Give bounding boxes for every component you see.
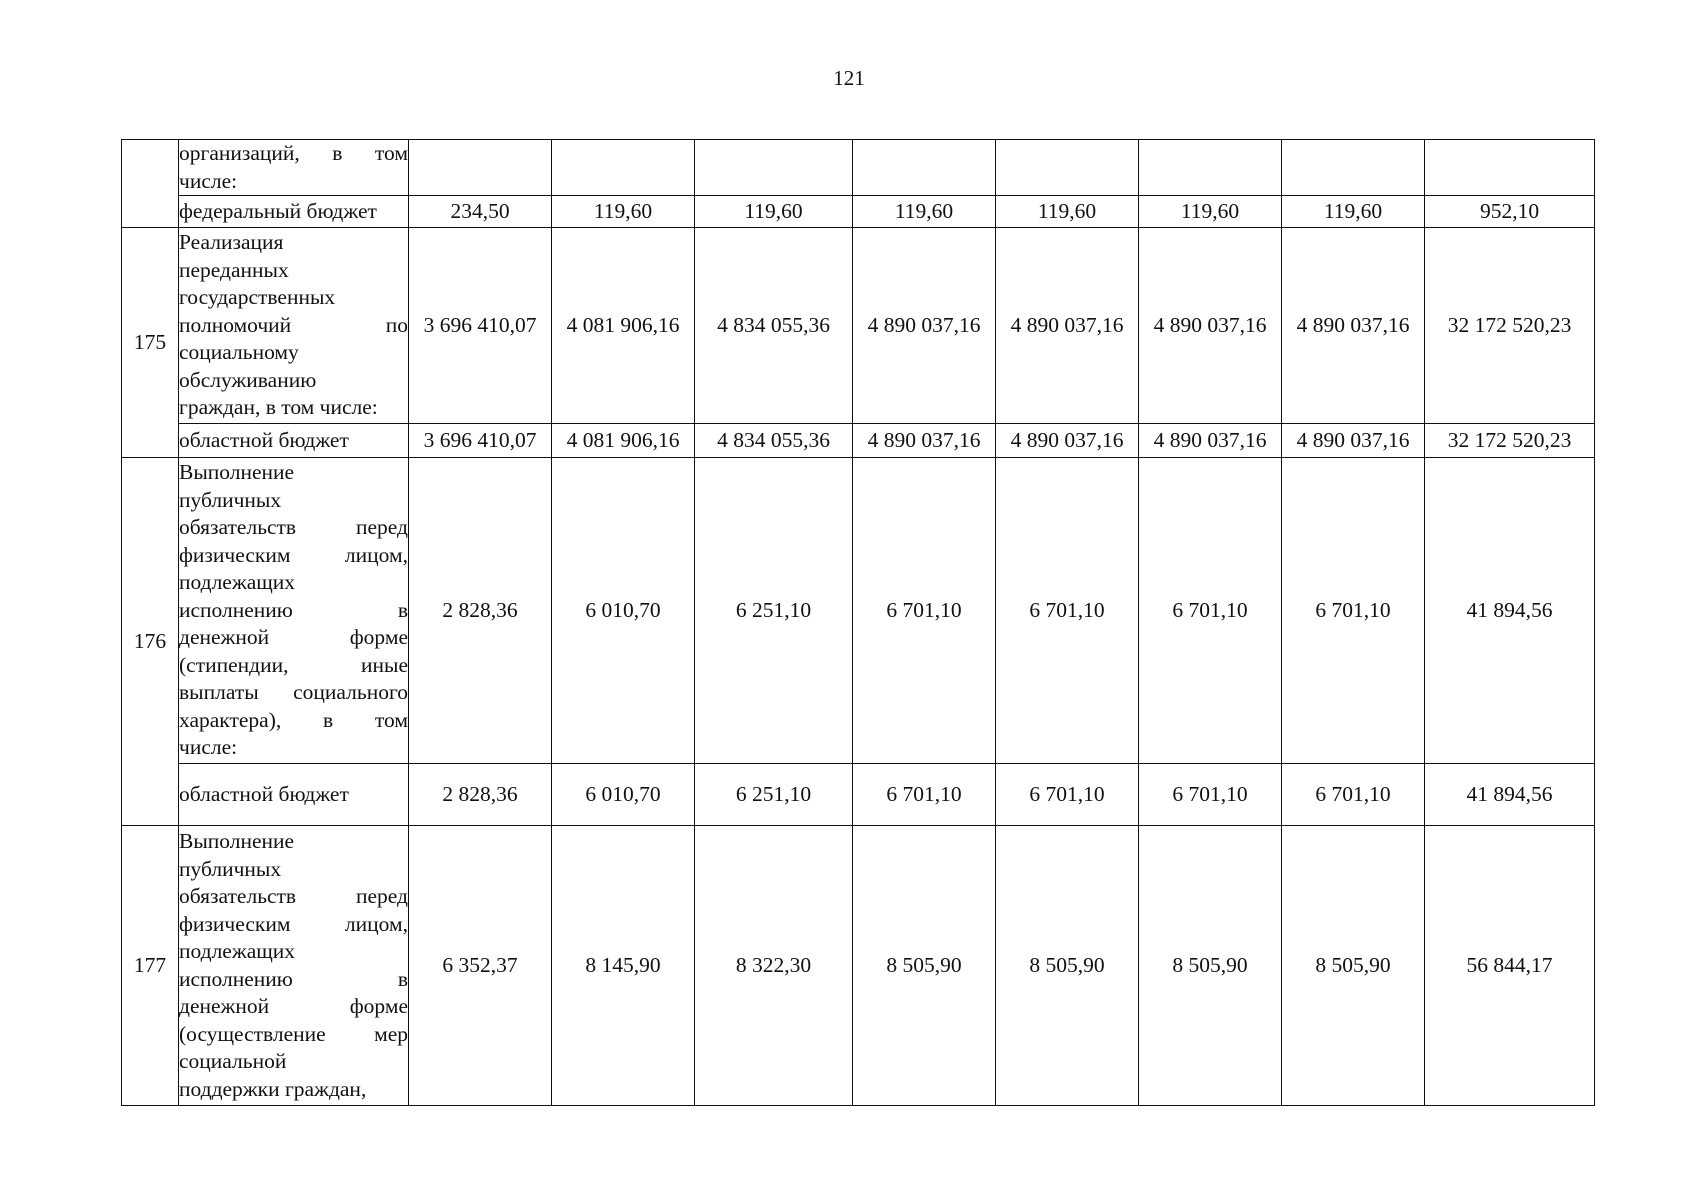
value-cell: 4 834 055,36 [695, 424, 853, 458]
value-cell: 2 828,36 [409, 458, 552, 764]
description-line: областной бюджет [179, 781, 349, 806]
value-cell: 119,60 [1282, 196, 1425, 228]
description-line: социальной [179, 1049, 287, 1073]
description-line: Выполнение [179, 829, 295, 853]
description-line: переданных [179, 257, 289, 282]
value-cell: 119,60 [1139, 196, 1282, 228]
row-description [179, 424, 409, 458]
description-line: выплаты социального [179, 680, 408, 705]
value-cell: 32 172 520,23 [1425, 228, 1595, 424]
value-cell: 2 828,36 [409, 764, 552, 826]
value-cell: 6 701,10 [853, 458, 996, 764]
value-cell: 4 081 906,16 [552, 228, 695, 424]
value-cell: 119,60 [695, 196, 853, 228]
description-line: обязательств перед [179, 884, 408, 908]
page-number: 121 [833, 66, 865, 90]
value-cell: 119,60 [996, 196, 1139, 228]
row-number: 175 [122, 228, 179, 458]
description-line: физическим лицом, [179, 542, 408, 567]
description-line: числе: [179, 168, 238, 193]
value-cell: 6 010,70 [552, 764, 695, 826]
description-line: (стипендии, иные [179, 652, 408, 677]
value-cell: 234,50 [409, 196, 552, 228]
description-line: государственных [179, 285, 336, 310]
value-cell: 3 696 410,07 [409, 424, 552, 458]
description-line: подлежащих [179, 570, 296, 595]
value-cell: 6 251,10 [695, 458, 853, 764]
value-cell [552, 140, 695, 196]
value-cell: 41 894,56 [1425, 458, 1595, 764]
budget-table [121, 139, 1595, 1106]
row-number [122, 140, 179, 228]
row-description [179, 826, 409, 1106]
row-description [179, 228, 409, 424]
value-cell: 119,60 [853, 196, 996, 228]
description-line: областной бюджет [179, 427, 349, 452]
description-line: (осуществление мер [179, 1021, 408, 1046]
value-cell: 4 890 037,16 [996, 228, 1139, 424]
description-line: физическим лицом, [179, 911, 408, 936]
description-line: денежной форме [179, 625, 408, 650]
value-cell: 4 890 037,16 [1282, 228, 1425, 424]
value-cell: 8 505,90 [996, 826, 1139, 1106]
description-line: социальному [179, 340, 299, 365]
value-cell: 56 844,17 [1425, 826, 1595, 1106]
value-cell: 6 251,10 [695, 764, 853, 826]
description-line: денежной форме [179, 994, 408, 1018]
row-description [179, 140, 409, 196]
table-row [122, 196, 1595, 228]
description-line: обязательств перед [179, 515, 408, 540]
value-cell: 4 890 037,16 [853, 424, 996, 458]
table-row [122, 458, 1595, 764]
value-cell: 6 701,10 [1282, 458, 1425, 764]
description-line: исполнению в [179, 966, 408, 991]
description-line: публичных [179, 856, 282, 881]
value-cell: 119,60 [552, 196, 695, 228]
value-cell: 6 701,10 [996, 458, 1139, 764]
value-cell: 32 172 520,23 [1425, 424, 1595, 458]
description-line: поддержки граждан, [179, 1076, 367, 1101]
value-cell: 6 701,10 [853, 764, 996, 826]
value-cell: 4 890 037,16 [1139, 424, 1282, 458]
value-cell: 8 505,90 [853, 826, 996, 1106]
value-cell [996, 140, 1139, 196]
value-cell [853, 140, 996, 196]
value-cell: 8 505,90 [1139, 826, 1282, 1106]
row-description [179, 458, 409, 764]
description-line: публичных [179, 487, 282, 512]
table-row [122, 228, 1595, 424]
table-row [122, 424, 1595, 458]
value-cell: 8 505,90 [1282, 826, 1425, 1106]
value-cell [695, 140, 853, 196]
description-line: организаций, в том [179, 141, 408, 165]
table-row [122, 826, 1595, 1106]
description-line: исполнению в [179, 597, 408, 622]
description-line: характера), в том [179, 707, 408, 732]
table-body [122, 140, 1595, 1106]
description-line: федеральный бюджет [179, 198, 377, 223]
value-cell: 6 010,70 [552, 458, 695, 764]
value-cell: 6 701,10 [1139, 458, 1282, 764]
description-line: Реализация [179, 230, 284, 255]
description-line: полномочий по [179, 312, 408, 337]
value-cell: 4 890 037,16 [853, 228, 996, 424]
table-row [122, 140, 1595, 196]
row-description [179, 196, 409, 228]
value-cell [1282, 140, 1425, 196]
description-line: числе: [179, 735, 238, 760]
value-cell [1425, 140, 1595, 196]
row-number: 177 [122, 826, 179, 1106]
row-description [179, 764, 409, 826]
value-cell: 6 701,10 [1139, 764, 1282, 826]
description-line: граждан, в том числе: [179, 395, 378, 420]
value-cell: 6 701,10 [996, 764, 1139, 826]
row-number: 176 [122, 458, 179, 826]
value-cell: 4 890 037,16 [1139, 228, 1282, 424]
value-cell: 41 894,56 [1425, 764, 1595, 826]
value-cell: 4 890 037,16 [1282, 424, 1425, 458]
value-cell: 4 834 055,36 [695, 228, 853, 424]
value-cell [409, 140, 552, 196]
description-line: подлежащих [179, 939, 296, 963]
value-cell: 8 322,30 [695, 826, 853, 1106]
value-cell: 6 352,37 [409, 826, 552, 1106]
value-cell: 952,10 [1425, 196, 1595, 228]
description-line: Выполнение [179, 460, 295, 485]
value-cell: 3 696 410,07 [409, 228, 552, 424]
table-row [122, 764, 1595, 826]
value-cell: 4 890 037,16 [996, 424, 1139, 458]
description-line: обслуживанию [179, 367, 317, 392]
value-cell [1139, 140, 1282, 196]
value-cell: 6 701,10 [1282, 764, 1425, 826]
value-cell: 4 081 906,16 [552, 424, 695, 458]
value-cell: 8 145,90 [552, 826, 695, 1106]
